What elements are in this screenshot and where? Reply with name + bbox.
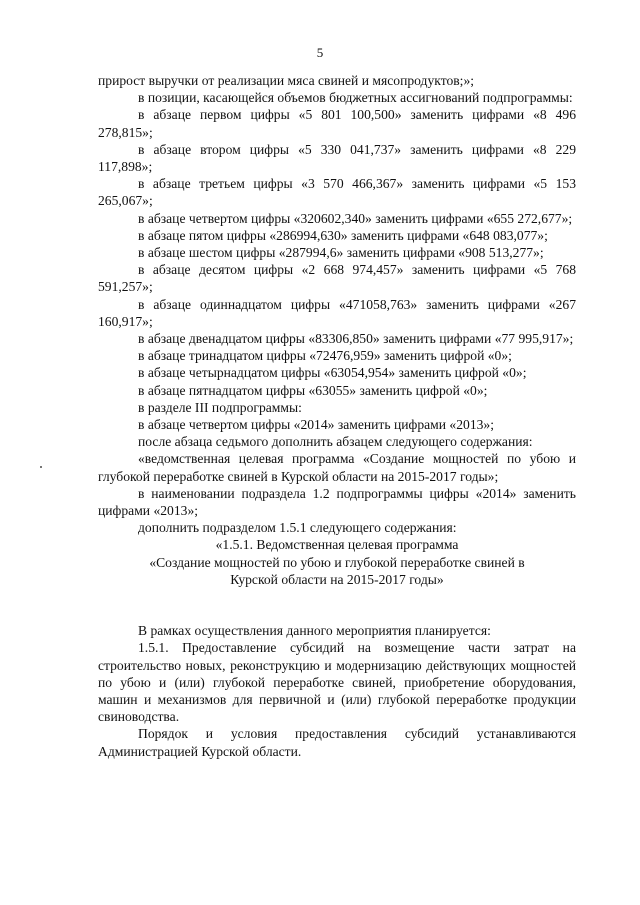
paragraph: в разделе III подпрограммы: bbox=[138, 399, 302, 415]
paragraph: в абзаце тринадцатом цифры «72476,959» заменить цифрой «0»; bbox=[138, 348, 512, 364]
page-number: 5 bbox=[316, 45, 324, 60]
paragraph: в абзаце четвертом цифры «320602,340» заменить цифрами «655 272,677»; bbox=[138, 210, 573, 226]
paragraph: «ведомственная целевая программа «Создание мощностей по убою и глубокой переработке свиней в Курской области на 2015-2017 годы»; bbox=[98, 451, 576, 484]
subsection-heading-line: Курской области на 2015-2017 годы» bbox=[230, 571, 444, 587]
paragraph: после абзаца седьмого дополнить абзацем следующего содержания: bbox=[138, 434, 533, 450]
paragraph: в абзаце первом цифры «5 801 100,500» заменить цифрами «8 496 278,815»; bbox=[98, 107, 576, 140]
paragraph: в абзаце шестом цифры «287994,6» заменить цифрами «908 513,277»; bbox=[138, 245, 544, 261]
subsection-heading-line: «Создание мощностей по убою и глубокой переработке свиней в bbox=[149, 554, 525, 570]
paragraph: в абзаце третьем цифры «3 570 466,367» заменить цифрами «5 153 265,067»; bbox=[98, 176, 576, 209]
paragraph: в абзаце пятом цифры «286994,630» заменить цифрами «648 083,077»; bbox=[138, 227, 548, 243]
paragraph: в абзаце двенадцатом цифры «83306,850» заменить цифрами «77 995,917»; bbox=[138, 331, 574, 347]
paragraph: в наименовании подраздела 1.2 подпрограммы цифры «2014» заменить цифрами «2013»; bbox=[98, 485, 576, 519]
paragraph: в абзаце четвертом цифры «2014» заменить цифрами «2013»; bbox=[138, 417, 494, 433]
paragraph: в абзаце одиннадцатом цифры «471058,763» заменить цифрами «267 160,917»; bbox=[98, 296, 576, 329]
paragraph: Порядок и условия предоставления субсидий устанавливаются Администрацией Курской области. bbox=[98, 726, 576, 759]
paragraph: в абзаце четырнадцатом цифры «63054,954» заменить цифрой «0»; bbox=[138, 365, 527, 381]
paragraph: дополнить подразделом 1.5.1 следующего содержания: bbox=[138, 520, 457, 536]
paragraph: в абзаце пятнадцатом цифры «63055» заменить цифрой «0»; bbox=[138, 382, 488, 398]
paragraph: 1.5.1. Предоставление субсидий на возмещение части затрат на строительство новых, реконструкцию и модернизацию действующих мощностей по убою и (или) глубокой переработке свиней, приобретение оборудования, машин и механизмов для первичной и (или) глубокой переработке продукции свиноводства. bbox=[98, 640, 576, 725]
paragraph: В рамках осуществления данного мероприятия планируется: bbox=[138, 623, 491, 639]
paragraph: в абзаце втором цифры «5 330 041,737» заменить цифрами «8 229 117,898»; bbox=[98, 141, 576, 175]
spacer bbox=[98, 588, 576, 622]
paragraph: в абзаце десятом цифры «2 668 974,457» заменить цифрами «5 768 591,257»; bbox=[98, 262, 576, 295]
paragraph: в позиции, касающейся объемов бюджетных ассигнований подпрограммы: bbox=[138, 90, 573, 106]
paragraph: прирост выручки от реализации мяса свиней и мясопродуктов;»; bbox=[98, 73, 475, 88]
subsection-heading-line: «1.5.1. Ведомственная целевая программа bbox=[215, 537, 459, 553]
document-body bbox=[98, 72, 576, 760]
margin-mark bbox=[40, 466, 42, 468]
